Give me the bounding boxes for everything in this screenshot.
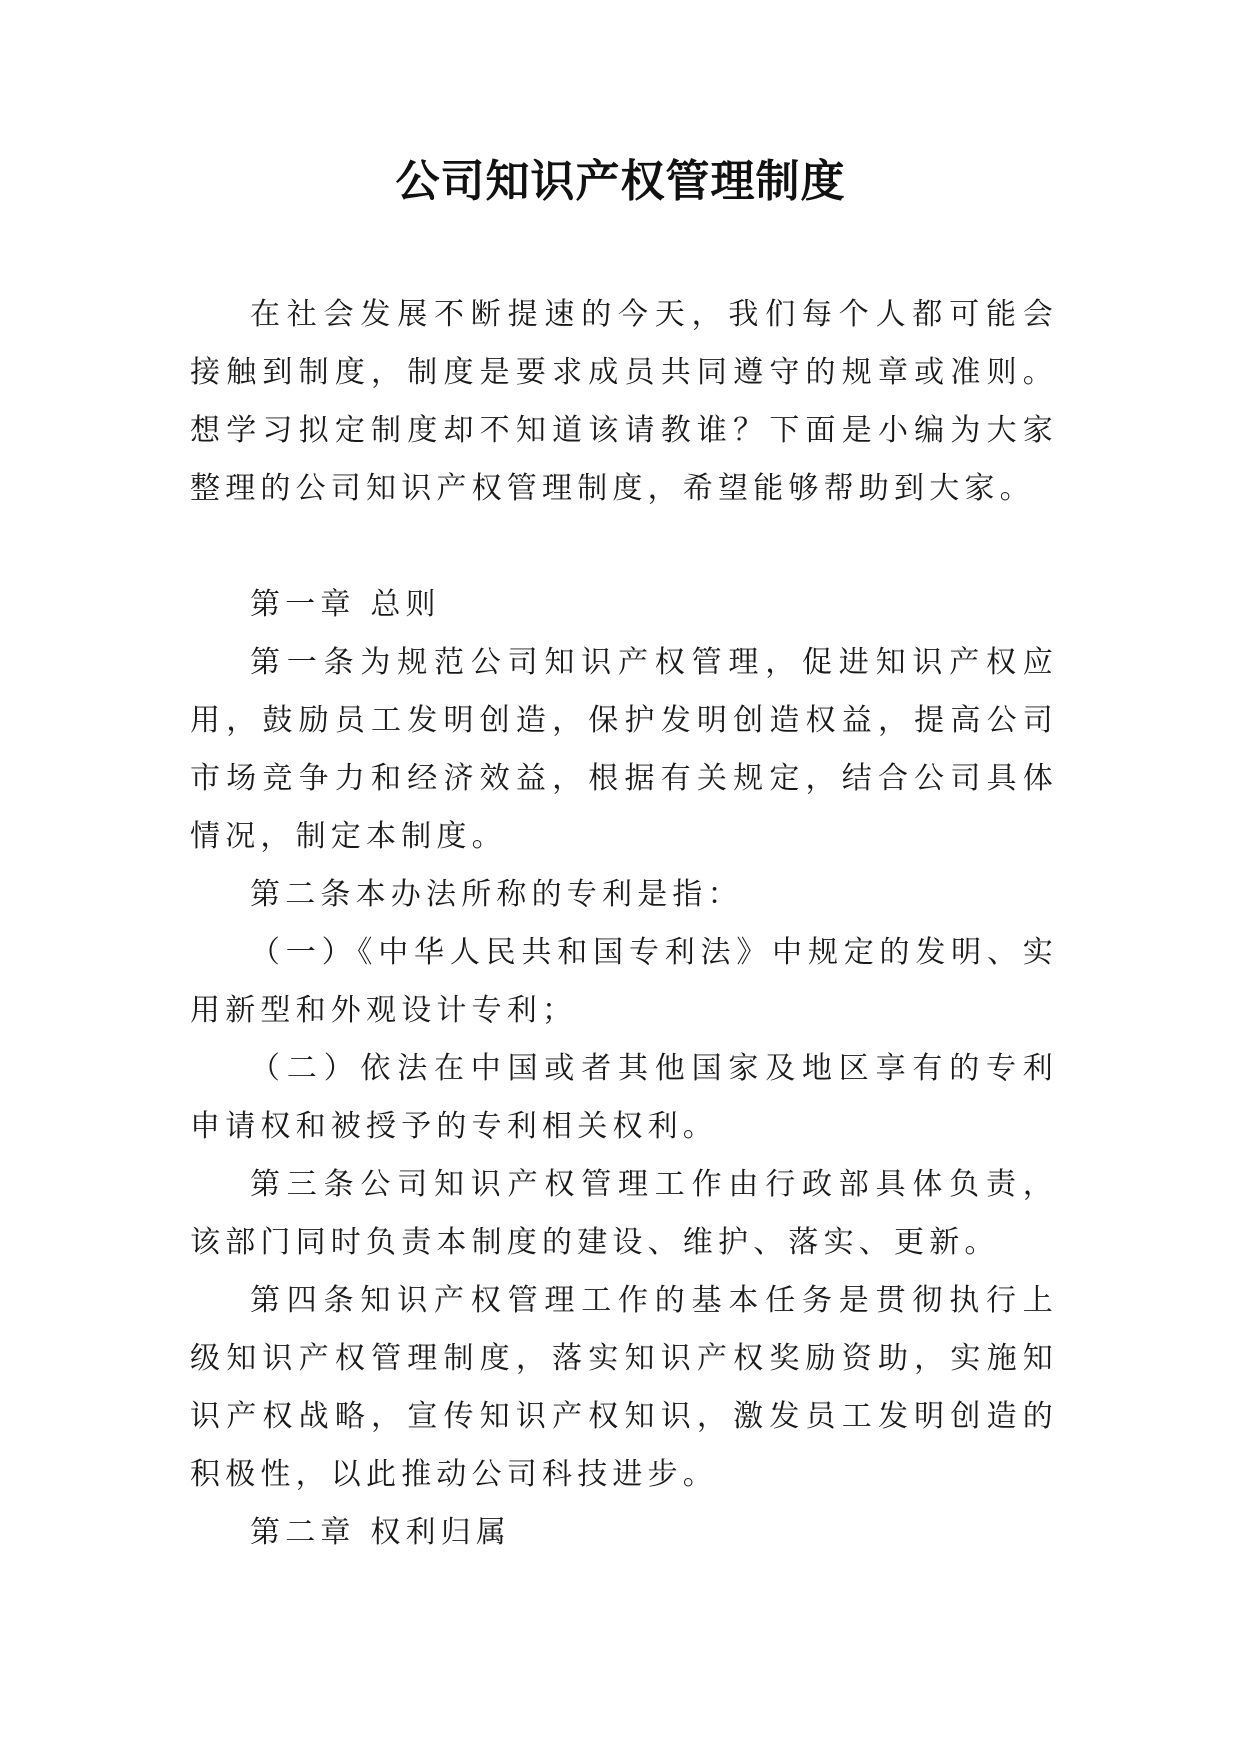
clause-paragraph: （一）《中华人民共和国专利法》中规定的发明、实用新型和外观设计专利； <box>190 935 1058 1028</box>
paragraph-spacer <box>190 518 1058 576</box>
article-paragraph: 第一条为规范公司知识产权管理，促进知识产权应用，鼓励员工发明创造，保护发明创造权益，提高公司市场竞争力和经济效益，根据有关规定，结合公司具体情况，制定本制度。 <box>190 645 1058 854</box>
chapter-heading: 第一章 总则 <box>250 587 441 622</box>
article-paragraph: 第四条知识产权管理工作的基本任务是贯彻执行上级知识产权管理制度，落实知识产权奖励资助，实施知识产权战略，宣传知识产权知识，激发员工发明创造的积极性，以此推动公司科技进步。 <box>190 1283 1058 1492</box>
intro-paragraph: 在社会发展不断提速的今天，我们每个人都可能会接触到制度，制度是要求成员共同遵守的规章或准则。想学习拟定制度却不知道该请教谁？下面是小编为大家整理的公司知识产权管理制度，希望能够帮助到大家。 <box>190 297 1058 506</box>
document-title: 公司知识产权管理制度 <box>395 156 846 207</box>
chapter-heading: 第二章 权利归属 <box>250 1515 512 1550</box>
clause-paragraph: （二）依法在中国或者其他国家及地区享有的专利申请权和被授予的专利相关权利。 <box>190 1051 1058 1144</box>
document-body <box>190 286 1058 1562</box>
article-paragraph: 第三条公司知识产权管理工作由行政部具体负责，该部门同时负责本制度的建设、维护、落实、更新。 <box>190 1167 1058 1260</box>
article-paragraph: 第二条本办法所称的专利是指： <box>250 877 743 912</box>
